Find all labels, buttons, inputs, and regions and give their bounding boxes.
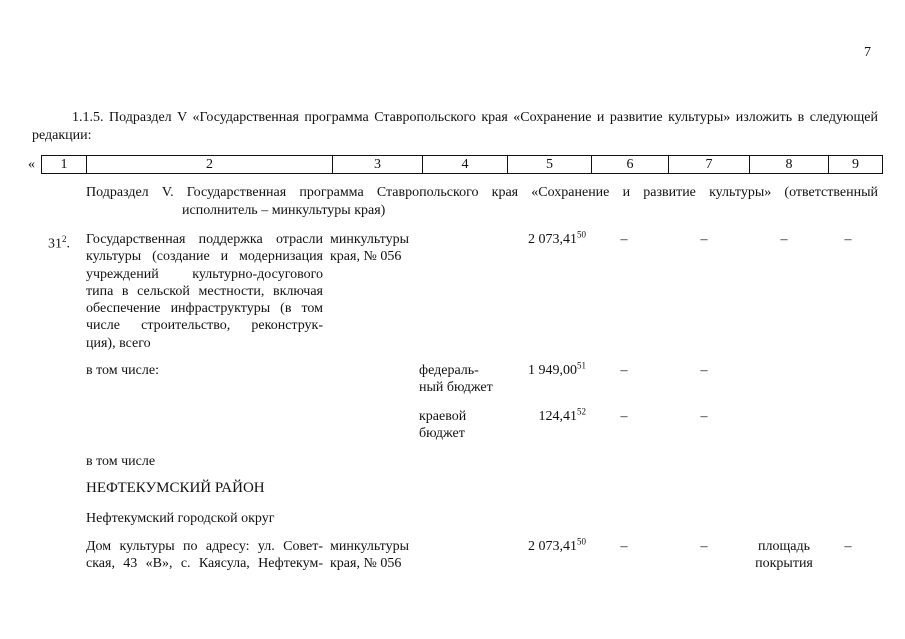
regional-budget-line: бюджет bbox=[419, 426, 465, 442]
dash-col6: – bbox=[620, 363, 628, 378]
amount-footnote: 52 bbox=[577, 406, 586, 417]
dash-col6: – bbox=[620, 232, 628, 247]
row-number-sup: 2 bbox=[62, 234, 67, 244]
executor-line: минкультуры bbox=[330, 232, 410, 247]
column-header-3: 3 bbox=[333, 156, 423, 174]
row-number-main: 31 bbox=[48, 236, 62, 252]
federal-budget-line: ный бюджет bbox=[419, 380, 493, 396]
column-header-8: 8 bbox=[750, 156, 829, 174]
row-number bbox=[48, 231, 70, 253]
object-description bbox=[86, 538, 323, 573]
total-amount bbox=[500, 231, 586, 248]
intro-text: 1.1.5. Подраздел V «Государственная программа Ставропольского края «Сохранение и развитие культуры» изложить в следующей редакции: bbox=[32, 110, 878, 143]
including-label-2: в том числе bbox=[86, 454, 156, 469]
dash-col7: – bbox=[700, 409, 708, 424]
amount-value: 2 073,41 bbox=[528, 232, 577, 247]
amount-value: 124,41 bbox=[538, 409, 577, 424]
object-executor bbox=[330, 538, 420, 573]
federal-budget-line: федераль- bbox=[419, 363, 479, 378]
indicator-line: покрытия bbox=[755, 556, 813, 572]
dash-col8: – bbox=[780, 232, 788, 247]
okrug-heading: Нефтекумский городской округ bbox=[86, 511, 275, 526]
dash-col6: – bbox=[620, 539, 628, 554]
district-heading: НЕФТЕКУМСКИЙ РАЙОН bbox=[86, 480, 265, 496]
description-line: культуры (создание и модернизация bbox=[86, 249, 323, 265]
regional-budget-line: краевой bbox=[419, 409, 467, 424]
description-line: ция), всего bbox=[86, 335, 151, 351]
executor-line: края, № 056 bbox=[330, 556, 402, 572]
indicator-label bbox=[740, 538, 828, 573]
page-number: 7 bbox=[864, 45, 871, 60]
regional-amount bbox=[500, 408, 586, 425]
description-line: учреждений культурно-досугового bbox=[86, 266, 323, 282]
indicator-line: площадь bbox=[758, 539, 810, 554]
amount-footnote: 51 bbox=[577, 360, 586, 371]
subsection-title bbox=[86, 184, 878, 220]
object-description-line: ская, 43 «В», с. Каясула, Нефтекум- bbox=[86, 556, 323, 572]
amount-value: 2 073,41 bbox=[528, 539, 577, 554]
description-line: типа в сельской местности, включая bbox=[86, 283, 323, 299]
row-number-suffix: . bbox=[66, 236, 70, 252]
column-header-6: 6 bbox=[592, 156, 669, 174]
subsection-title-line: исполнитель – минкультуры края) bbox=[182, 203, 386, 218]
including-label: в том числе: bbox=[86, 363, 159, 378]
dash-col7: – bbox=[700, 539, 708, 554]
opening-quote: « bbox=[28, 157, 35, 172]
measure-description bbox=[86, 231, 323, 352]
executor bbox=[330, 231, 420, 266]
amount-footnote: 50 bbox=[577, 536, 586, 547]
column-header-4: 4 bbox=[423, 156, 508, 174]
regional-budget-label bbox=[419, 408, 503, 443]
executor-line: края, № 056 bbox=[330, 249, 402, 265]
intro-paragraph bbox=[32, 109, 878, 145]
column-header-table bbox=[41, 155, 883, 174]
column-header-5: 5 bbox=[508, 156, 592, 174]
column-header-row bbox=[42, 156, 883, 174]
object-description-line: Дом культуры по адресу: ул. Совет- bbox=[86, 539, 323, 554]
object-amount bbox=[500, 538, 586, 555]
column-header-1: 1 bbox=[42, 156, 87, 174]
column-header-7: 7 bbox=[669, 156, 750, 174]
dash-col6: – bbox=[620, 409, 628, 424]
column-header-2: 2 bbox=[87, 156, 333, 174]
amount-value: 1 949,00 bbox=[528, 363, 577, 378]
column-header-9: 9 bbox=[829, 156, 883, 174]
federal-budget-label bbox=[419, 362, 503, 397]
dash-col9: – bbox=[844, 232, 852, 247]
dash-col7: – bbox=[700, 232, 708, 247]
subsection-title-line: Подраздел V. Государственная программа Ставропольского края «Сохранение и развитие культуры» (ответственный bbox=[86, 185, 878, 200]
description-line: Государственная поддержка отрасли bbox=[86, 232, 323, 247]
federal-amount bbox=[500, 362, 586, 379]
description-line: обеспечение инфраструктуры (в том bbox=[86, 301, 323, 317]
amount-footnote: 50 bbox=[577, 229, 586, 240]
executor-line: минкультуры bbox=[330, 539, 410, 554]
description-line: числе строительство, реконструк- bbox=[86, 318, 323, 334]
dash-col7: – bbox=[700, 363, 708, 378]
dash-col9: – bbox=[844, 539, 852, 554]
